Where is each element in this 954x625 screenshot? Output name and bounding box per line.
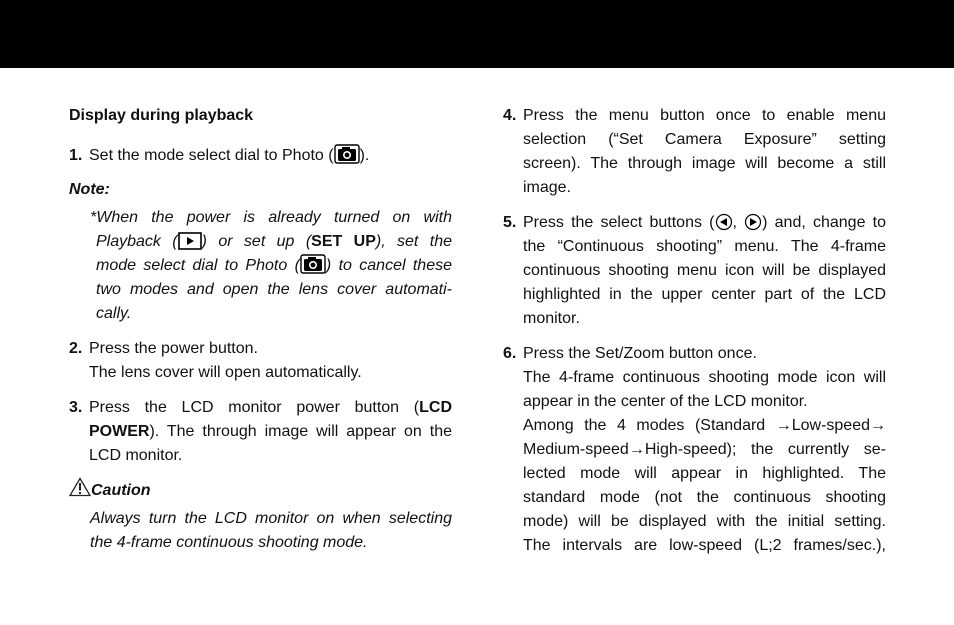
camera-icon: [300, 254, 326, 274]
step-6: [503, 342, 886, 558]
step-text: Press the power button. The lens cover will open automatically.: [89, 340, 362, 381]
caution-block: [69, 477, 452, 555]
step-number: 2.: [69, 340, 83, 357]
camera-icon: [334, 144, 360, 164]
step-number: 6.: [503, 345, 517, 362]
step-2: [69, 337, 452, 385]
step-5: [503, 211, 886, 331]
warning-triangle-icon: [69, 477, 91, 497]
step-number: 3.: [69, 399, 83, 416]
step-number: 4.: [503, 107, 517, 124]
step-text: Press the select buttons ( , ) and, change to the “Continuous shooting” menu. The 4-frame continuous shooting menu icon will be displayed highlighted in the upper center part of the LCD monitor.: [523, 214, 887, 327]
caution-title: Caution: [91, 482, 151, 499]
right-arrow-button-icon: [744, 213, 762, 231]
playback-icon: [178, 232, 202, 250]
section-heading: Display during playback: [69, 107, 254, 124]
step-4: [503, 104, 886, 200]
step-text: Press the Set/Zoom button once. The 4-frame continuous shooting mode icon will appear in the center of the LCD monitor. Among the 4 modes (Standard →Low-speed→ Medium-speed→High-speed); the currently se- lected mode will appear in highlighted. The standard mode (not the continuous shooting mode) will be displayed with the initial setting. The intervals are low-speed (L;2 frames/sec.),: [523, 345, 886, 554]
note-title: Note:: [69, 181, 110, 198]
step-text: Press the LCD monitor power button (LCD POWER). The through image will appear on the LCD monitor.: [89, 399, 452, 464]
step-3: [69, 396, 452, 468]
caution-text: Always turn the LCD monitor on when selecting the 4-frame continuous shooting mode.: [90, 510, 452, 551]
header-bar: [0, 0, 954, 68]
note-body: *When the power is already turned on with Playback ( ) or set up (SET UP), set the mode select dial to Photo ( ) to cancel these two modes and open the lens cover automati- cally.: [90, 209, 453, 322]
step-number: 5.: [503, 214, 517, 231]
step-number: 1.: [69, 147, 83, 164]
step-1: [69, 144, 452, 168]
left-arrow-button-icon: [715, 213, 733, 231]
step-text: Press the menu button once to enable menu selection (“Set Camera Exposure” setting screen). The through image will become a still image.: [523, 107, 886, 196]
step-text: Set the mode select dial to Photo ( ).: [89, 144, 452, 168]
